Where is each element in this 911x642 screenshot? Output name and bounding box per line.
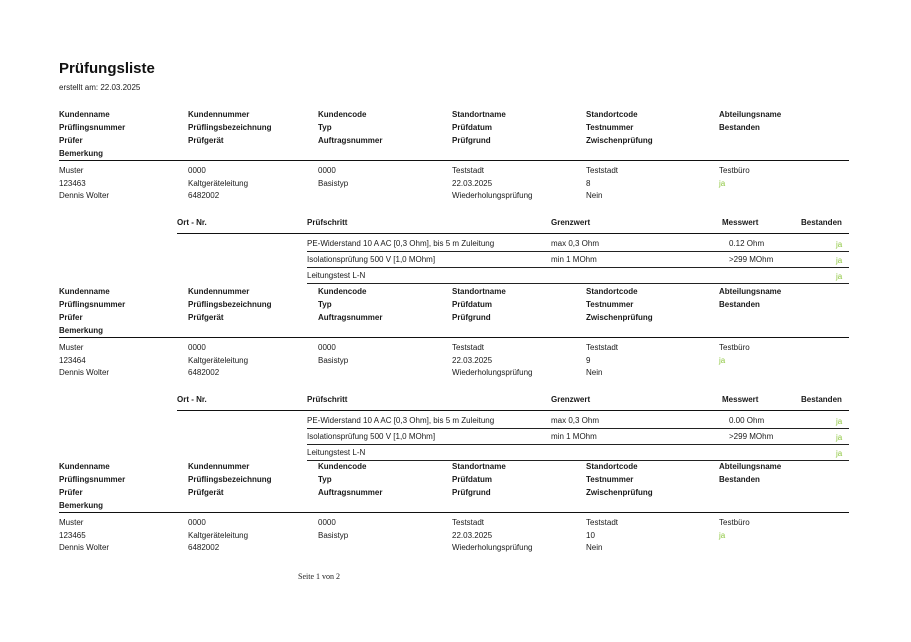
field-value: 0000 xyxy=(318,343,336,352)
field-value: Teststadt xyxy=(586,343,619,352)
field-label: Bestanden xyxy=(719,300,760,309)
field-value: Teststadt xyxy=(452,166,485,175)
step-passed: ja xyxy=(836,417,843,426)
field-label: Typ xyxy=(318,123,332,132)
step-value: 0.12 Ohm xyxy=(729,239,765,248)
field-label: Kundennummer xyxy=(188,287,250,296)
field-value: 6482002 xyxy=(188,191,220,200)
field-value: 0000 xyxy=(318,518,336,527)
field-label: Zwischenprüfung xyxy=(586,313,653,322)
page-title: Prüfungsliste xyxy=(59,60,155,77)
field-label: Standortname xyxy=(452,462,506,471)
field-label: Kundennummer xyxy=(188,462,250,471)
col-bestanden: Bestanden xyxy=(801,218,842,227)
step-name: Isolationsprüfung 500 V [1,0 MOhm] xyxy=(307,255,436,264)
field-value: 10 xyxy=(586,530,595,540)
field-value: 22.03.2025 xyxy=(452,530,493,540)
field-label: Prüflingsnummer xyxy=(59,123,126,132)
step-row-line xyxy=(307,251,849,252)
field-label: Prüflingsnummer xyxy=(59,300,126,309)
step-row-line xyxy=(307,444,849,445)
created-date: erstellt am: 22.03.2025 xyxy=(59,83,141,92)
field-label: Prüfgerät xyxy=(188,136,224,145)
field-label: Prüfdatum xyxy=(452,123,492,132)
col-grenzwert: Grenzwert xyxy=(551,395,591,404)
field-value: Basistyp xyxy=(318,530,349,540)
field-value: Testbüro xyxy=(719,343,750,352)
section-divider xyxy=(59,160,849,161)
field-label: Testnummer xyxy=(586,300,634,309)
steps-header-line xyxy=(177,233,849,234)
step-value: 0.00 Ohm xyxy=(729,416,765,425)
field-value: 0000 xyxy=(188,343,206,352)
field-label: Prüfer xyxy=(59,313,83,322)
field-label: Standortcode xyxy=(586,462,638,471)
field-value: Nein xyxy=(586,543,603,552)
col-grenzwert: Grenzwert xyxy=(551,218,591,227)
field-label: Abteilungsname xyxy=(719,287,782,296)
step-row-line xyxy=(307,428,849,429)
field-label: Prüfgrund xyxy=(452,488,491,497)
section-divider xyxy=(59,337,849,338)
field-label: Standortcode xyxy=(586,110,638,119)
field-value: 123464 xyxy=(59,355,86,365)
field-value: 123463 xyxy=(59,178,86,188)
field-value: Muster xyxy=(59,518,84,527)
col-ort-nr: Ort - Nr. xyxy=(177,218,207,227)
step-name: Isolationsprüfung 500 V [1,0 MOhm] xyxy=(307,432,436,441)
field-value: 8 xyxy=(586,178,591,188)
step-name: Leitungstest L-N xyxy=(307,448,366,457)
section-divider xyxy=(59,512,849,513)
field-label: Prüflingsbezeichnung xyxy=(188,123,272,132)
field-value: Kaltgeräteleitung xyxy=(188,530,249,540)
field-label: Kundenname xyxy=(59,287,110,296)
step-passed: ja xyxy=(836,433,843,442)
step-limit: min 1 MOhm xyxy=(551,432,597,441)
field-value: 0000 xyxy=(188,518,206,527)
step-passed: ja xyxy=(836,240,843,249)
field-label: Testnummer xyxy=(586,123,634,132)
field-label: Kundenname xyxy=(59,110,110,119)
field-value: Kaltgeräteleitung xyxy=(188,355,249,365)
field-value: Wiederholungsprüfung xyxy=(452,543,533,552)
field-value: Dennis Wolter xyxy=(59,368,110,377)
field-value: Teststadt xyxy=(586,518,619,527)
field-value: 22.03.2025 xyxy=(452,355,493,365)
field-value: ja xyxy=(719,355,726,365)
col-ort-nr: Ort - Nr. xyxy=(177,395,207,404)
field-value: ja xyxy=(719,530,726,540)
field-value: Basistyp xyxy=(318,355,349,365)
field-value: 123465 xyxy=(59,530,86,540)
step-value: >299 MOhm xyxy=(729,255,774,264)
col-messwert: Messwert xyxy=(722,218,759,227)
steps-header-line xyxy=(177,410,849,411)
field-value: Teststadt xyxy=(586,166,619,175)
field-label: Standortname xyxy=(452,110,506,119)
field-label: Auftragsnummer xyxy=(318,488,383,497)
page-number: Seite 1 von 2 xyxy=(298,572,340,581)
field-label: Prüfer xyxy=(59,488,83,497)
field-value: Wiederholungsprüfung xyxy=(452,368,533,377)
field-label: Kundenname xyxy=(59,462,110,471)
field-value: 9 xyxy=(586,355,591,365)
field-value: Teststadt xyxy=(452,518,485,527)
field-label: Kundencode xyxy=(318,462,367,471)
field-label: Typ xyxy=(318,300,332,309)
step-name: Leitungstest L-N xyxy=(307,271,366,280)
field-label: Zwischenprüfung xyxy=(586,488,653,497)
field-value: Testbüro xyxy=(719,518,750,527)
field-label: Prüfgerät xyxy=(188,313,224,322)
col-pruefschritt: Prüfschritt xyxy=(307,395,348,404)
step-name: PE-Widerstand 10 A AC [0,3 Ohm], bis 5 m Zuleitung xyxy=(307,416,495,425)
field-value: ja xyxy=(719,178,726,188)
field-label: Bestanden xyxy=(719,475,760,484)
field-label: Auftragsnummer xyxy=(318,313,383,322)
col-bestanden: Bestanden xyxy=(801,395,842,404)
field-label: Prüflingsnummer xyxy=(59,475,126,484)
field-value: 22.03.2025 xyxy=(452,178,493,188)
step-row-line xyxy=(307,460,849,461)
field-value: Nein xyxy=(586,368,603,377)
field-label: Prüflingsbezeichnung xyxy=(188,475,272,484)
field-value: Muster xyxy=(59,343,84,352)
field-value: Teststadt xyxy=(452,343,485,352)
field-label: Testnummer xyxy=(586,475,634,484)
field-label: Abteilungsname xyxy=(719,462,782,471)
field-value: Wiederholungsprüfung xyxy=(452,191,533,200)
field-value: Testbüro xyxy=(719,166,750,175)
step-limit: min 1 MOhm xyxy=(551,255,597,264)
field-label: Standortname xyxy=(452,287,506,296)
field-value: Nein xyxy=(586,191,603,200)
field-value: Kaltgeräteleitung xyxy=(188,178,249,188)
step-passed: ja xyxy=(836,272,843,281)
step-row-line xyxy=(307,267,849,268)
field-value: 6482002 xyxy=(188,543,220,552)
field-value: Muster xyxy=(59,166,84,175)
field-label: Abteilungsname xyxy=(719,110,782,119)
step-name: PE-Widerstand 10 A AC [0,3 Ohm], bis 5 m Zuleitung xyxy=(307,239,495,248)
col-pruefschritt: Prüfschritt xyxy=(307,218,348,227)
field-label: Prüfgrund xyxy=(452,136,491,145)
field-value: Dennis Wolter xyxy=(59,191,110,200)
field-label: Bemerkung xyxy=(59,326,104,335)
field-label: Zwischenprüfung xyxy=(586,136,653,145)
field-value: Dennis Wolter xyxy=(59,543,110,552)
field-label: Prüfgerät xyxy=(188,488,224,497)
field-label: Bemerkung xyxy=(59,149,104,158)
field-label: Bemerkung xyxy=(59,501,104,510)
field-value: 0000 xyxy=(188,166,206,175)
field-label: Prüfer xyxy=(59,136,83,145)
step-limit: max 0,3 Ohm xyxy=(551,416,600,425)
field-label: Kundencode xyxy=(318,110,367,119)
field-label: Bestanden xyxy=(719,123,760,132)
field-value: Basistyp xyxy=(318,178,349,188)
step-passed: ja xyxy=(836,256,843,265)
field-label: Prüflingsbezeichnung xyxy=(188,300,272,309)
field-label: Prüfgrund xyxy=(452,313,491,322)
field-label: Kundennummer xyxy=(188,110,250,119)
field-label: Prüfdatum xyxy=(452,300,492,309)
field-label: Standortcode xyxy=(586,287,638,296)
step-row-line xyxy=(307,283,849,284)
step-passed: ja xyxy=(836,449,843,458)
field-label: Typ xyxy=(318,475,332,484)
field-label: Kundencode xyxy=(318,287,367,296)
step-limit: max 0,3 Ohm xyxy=(551,239,600,248)
col-messwert: Messwert xyxy=(722,395,759,404)
field-value: 0000 xyxy=(318,166,336,175)
field-label: Prüfdatum xyxy=(452,475,492,484)
step-value: >299 MOhm xyxy=(729,432,774,441)
field-label: Auftragsnummer xyxy=(318,136,383,145)
field-value: 6482002 xyxy=(188,368,220,377)
